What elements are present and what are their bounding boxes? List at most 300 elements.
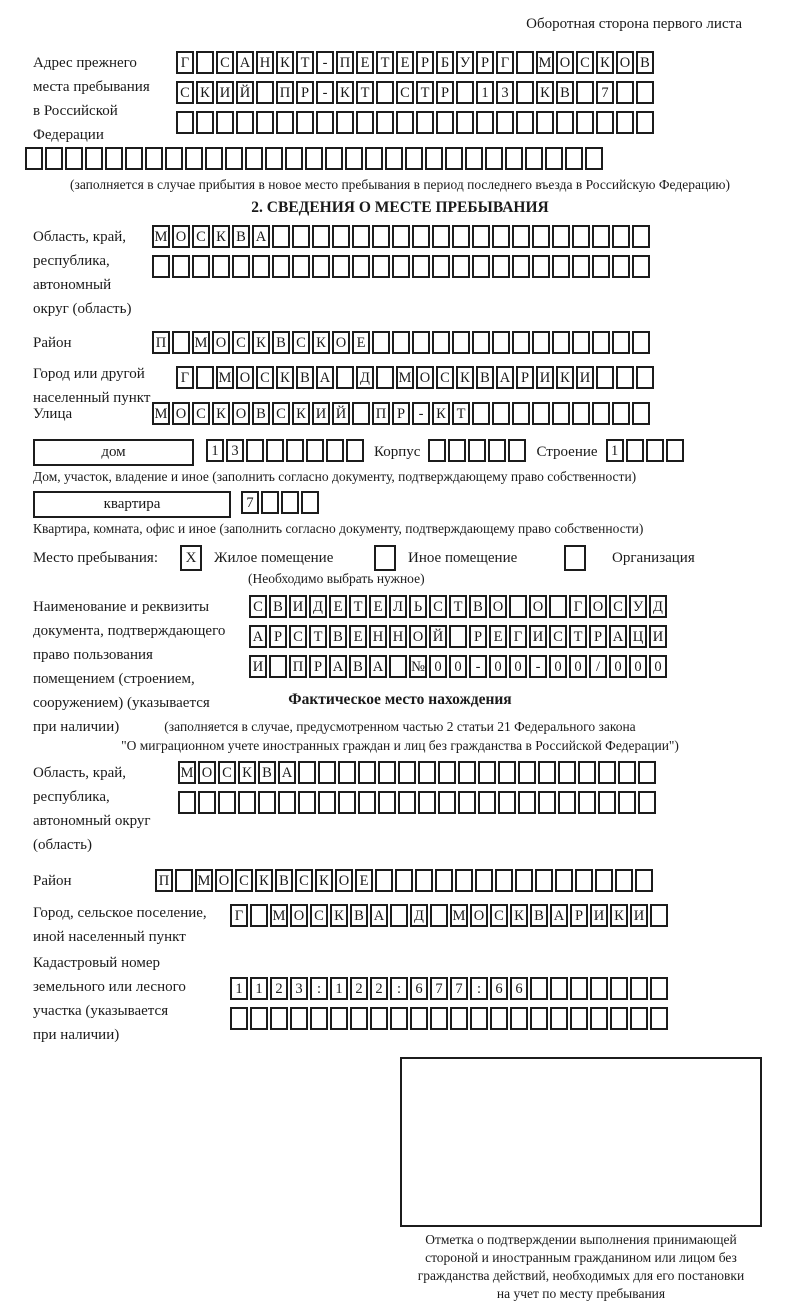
char-cell: В: [530, 904, 548, 927]
char-cell: М: [396, 366, 414, 389]
char-cell: [612, 402, 630, 425]
char-cell: Й: [332, 402, 350, 425]
char-cell: [555, 869, 573, 892]
char-cell: [310, 1007, 328, 1030]
char-cell: А: [249, 625, 267, 648]
char-cell: С: [429, 595, 447, 618]
char-cell: М: [152, 402, 170, 425]
char-cell: Й: [236, 81, 254, 104]
char-cell: [552, 331, 570, 354]
char-cell: [558, 761, 576, 784]
char-cell: [375, 869, 393, 892]
char-cell: [578, 791, 596, 814]
char-cell: [281, 491, 299, 514]
char-cell: /: [589, 655, 607, 678]
char-cell: Т: [376, 51, 394, 74]
char-cell: М: [216, 366, 234, 389]
char-cell: К: [238, 761, 256, 784]
char-cell: [356, 111, 374, 134]
char-cell: [236, 111, 254, 134]
char-cell: О: [470, 904, 488, 927]
char-cell: [456, 81, 474, 104]
char-cell: [472, 331, 490, 354]
char-cell: 3: [496, 81, 514, 104]
char-cell: Д: [356, 366, 374, 389]
char-cell: 2: [370, 977, 388, 1000]
char-cell: С: [272, 402, 290, 425]
char-cell: [512, 402, 530, 425]
char-cell: [516, 81, 534, 104]
char-cell: [385, 147, 403, 170]
char-cell: [468, 439, 486, 462]
char-cell: [538, 761, 556, 784]
char-cell: С: [249, 595, 267, 618]
rayon-row: [152, 331, 652, 358]
char-cell: [270, 1007, 288, 1030]
char-cell: [276, 111, 294, 134]
char-cell: [376, 111, 394, 134]
char-cell: Р: [296, 81, 314, 104]
char-cell: [488, 439, 506, 462]
char-cell: [590, 977, 608, 1000]
char-cell: 3: [290, 977, 308, 1000]
fact-oblast-field: [33, 761, 800, 857]
char-cell: [410, 1007, 428, 1030]
char-cell: [590, 1007, 608, 1030]
char-cell: Р: [589, 625, 607, 648]
char-cell: [610, 977, 628, 1000]
char-cell: Е: [349, 625, 367, 648]
char-cell: [455, 869, 473, 892]
char-cell: О: [409, 625, 427, 648]
char-cell: И: [649, 625, 667, 648]
char-cell: [498, 791, 516, 814]
char-cell: [530, 1007, 548, 1030]
char-cell: 0: [609, 655, 627, 678]
char-cell: К: [510, 904, 528, 927]
char-cell: [145, 147, 163, 170]
ulitsa-row: [152, 402, 652, 429]
char-cell: [635, 869, 653, 892]
char-cell: Р: [570, 904, 588, 927]
char-cell: [175, 869, 193, 892]
char-cell: В: [296, 366, 314, 389]
char-cell: В: [350, 904, 368, 927]
char-cell: 0: [629, 655, 647, 678]
char-cell: С: [295, 869, 313, 892]
char-cell: Б: [436, 51, 454, 74]
char-cell: А: [252, 225, 270, 248]
dom-number-row: [206, 439, 366, 466]
char-cell: А: [278, 761, 296, 784]
char-cell: [552, 225, 570, 248]
char-cell: [585, 147, 603, 170]
char-cell: Г: [569, 595, 587, 618]
char-cell: Д: [309, 595, 327, 618]
char-cell: [416, 111, 434, 134]
prev-address-row-3: [176, 111, 656, 138]
char-cell: [492, 225, 510, 248]
char-cell: Р: [416, 51, 434, 74]
char-cell: В: [269, 595, 287, 618]
char-cell: В: [272, 331, 290, 354]
char-cell: [395, 869, 413, 892]
char-cell: [316, 111, 334, 134]
char-cell: Г: [509, 625, 527, 648]
char-cell: П: [152, 331, 170, 354]
char-cell: А: [236, 51, 254, 74]
char-cell: [425, 147, 443, 170]
char-cell: [558, 791, 576, 814]
fact-oblast-row-1: [178, 761, 658, 788]
char-cell: [216, 111, 234, 134]
char-cell: И: [289, 595, 307, 618]
char-cell: И: [590, 904, 608, 927]
char-cell: [256, 111, 274, 134]
organizatsiya-label: Организация: [612, 549, 695, 566]
char-cell: Т: [452, 402, 470, 425]
char-cell: [592, 402, 610, 425]
char-cell: О: [556, 51, 574, 74]
char-cell: У: [629, 595, 647, 618]
char-cell: Л: [389, 595, 407, 618]
fact-oblast-label: Область, край, республика, автономный округ (область): [33, 765, 151, 853]
char-cell: К: [276, 366, 294, 389]
char-cell: [570, 1007, 588, 1030]
kvartira-row: [33, 491, 800, 521]
kadastr-row-1: [230, 977, 670, 1004]
char-cell: Р: [392, 402, 410, 425]
char-cell: [336, 111, 354, 134]
char-cell: :: [470, 977, 488, 1000]
char-cell: [212, 255, 230, 278]
char-cell: [549, 595, 567, 618]
char-cell: [365, 147, 383, 170]
char-cell: [65, 147, 83, 170]
char-cell: -: [316, 81, 334, 104]
char-cell: [532, 255, 550, 278]
char-cell: [478, 761, 496, 784]
char-cell: 3: [226, 439, 244, 462]
char-cell: [612, 331, 630, 354]
char-cell: [636, 111, 654, 134]
char-cell: А: [370, 904, 388, 927]
char-cell: П: [289, 655, 307, 678]
char-cell: О: [236, 366, 254, 389]
document-row-2: [249, 625, 669, 652]
char-cell: [616, 81, 634, 104]
char-cell: [432, 225, 450, 248]
char-cell: [612, 225, 630, 248]
char-cell: [418, 761, 436, 784]
char-cell: [616, 366, 634, 389]
char-cell: С: [490, 904, 508, 927]
char-cell: [485, 147, 503, 170]
char-cell: [448, 439, 466, 462]
char-cell: Й: [429, 625, 447, 648]
char-cell: [552, 402, 570, 425]
char-cell: С: [232, 331, 250, 354]
char-cell: [238, 791, 256, 814]
char-cell: Ь: [409, 595, 427, 618]
char-cell: В: [258, 761, 276, 784]
stroenie-label: Строение: [536, 444, 598, 460]
char-cell: [298, 791, 316, 814]
char-cell: [185, 147, 203, 170]
char-cell: [412, 225, 430, 248]
char-cell: [492, 255, 510, 278]
char-cell: [292, 225, 310, 248]
char-cell: К: [212, 225, 230, 248]
char-cell: [510, 1007, 528, 1030]
char-cell: С: [218, 761, 236, 784]
char-cell: В: [469, 595, 487, 618]
char-cell: [472, 225, 490, 248]
char-cell: [278, 791, 296, 814]
char-cell: [438, 761, 456, 784]
char-cell: [636, 366, 654, 389]
char-cell: О: [529, 595, 547, 618]
char-cell: Е: [355, 869, 373, 892]
char-cell: [458, 761, 476, 784]
char-cell: [218, 791, 236, 814]
char-cell: С: [609, 595, 627, 618]
char-cell: [232, 255, 250, 278]
char-cell: М: [178, 761, 196, 784]
char-cell: [632, 225, 650, 248]
kadastr-row-2: [230, 1007, 670, 1034]
char-cell: О: [332, 331, 350, 354]
char-cell: О: [232, 402, 250, 425]
oblast-field: [33, 225, 800, 321]
char-cell: [318, 791, 336, 814]
char-cell: У: [456, 51, 474, 74]
char-cell: [372, 331, 390, 354]
char-cell: 2: [350, 977, 368, 1000]
char-cell: С: [216, 51, 234, 74]
char-cell: Е: [356, 51, 374, 74]
char-cell: [538, 791, 556, 814]
char-cell: [456, 111, 474, 134]
char-cell: [550, 977, 568, 1000]
char-cell: [516, 51, 534, 74]
mesto-row: [33, 545, 800, 571]
mesto-label: Место пребывания:: [33, 549, 158, 566]
char-cell: [372, 225, 390, 248]
char-cell: [632, 331, 650, 354]
rayon-field: [33, 331, 800, 361]
char-cell: В: [556, 81, 574, 104]
char-cell: [172, 331, 190, 354]
char-cell: М: [450, 904, 468, 927]
char-cell: Д: [410, 904, 428, 927]
char-cell: [638, 761, 656, 784]
char-cell: [266, 439, 284, 462]
char-cell: [378, 761, 396, 784]
char-cell: [392, 331, 410, 354]
char-cell: [338, 761, 356, 784]
char-cell: [412, 255, 430, 278]
char-cell: [225, 147, 243, 170]
char-cell: [332, 255, 350, 278]
char-cell: [636, 81, 654, 104]
char-cell: [336, 366, 354, 389]
char-cell: [125, 147, 143, 170]
kvartira-number-row: [241, 491, 321, 518]
dom-label-box: дом: [33, 439, 194, 466]
document-row-1: [249, 595, 669, 622]
document-row-3: [249, 655, 669, 682]
char-cell: [352, 225, 370, 248]
char-cell: Т: [416, 81, 434, 104]
char-cell: [598, 791, 616, 814]
char-cell: [545, 147, 563, 170]
char-cell: И: [576, 366, 594, 389]
char-cell: О: [489, 595, 507, 618]
char-cell: К: [212, 402, 230, 425]
char-cell: [576, 81, 594, 104]
char-cell: [532, 331, 550, 354]
ulitsa-label: Улица: [33, 406, 73, 422]
char-cell: [405, 147, 423, 170]
char-cell: [301, 491, 319, 514]
char-cell: [470, 1007, 488, 1030]
char-cell: :: [310, 977, 328, 1000]
gorod-row: [176, 366, 656, 393]
char-cell: К: [252, 331, 270, 354]
char-cell: [570, 977, 588, 1000]
char-cell: [346, 439, 364, 462]
char-cell: [318, 761, 336, 784]
stroenie-row: [606, 439, 686, 466]
char-cell: [596, 366, 614, 389]
char-cell: [85, 147, 103, 170]
char-cell: В: [636, 51, 654, 74]
char-cell: [292, 255, 310, 278]
char-cell: А: [496, 366, 514, 389]
prev-address-block: [33, 51, 800, 147]
char-cell: Г: [230, 904, 248, 927]
char-cell: [45, 147, 63, 170]
char-cell: [572, 255, 590, 278]
char-cell: 1: [476, 81, 494, 104]
char-cell: [358, 761, 376, 784]
char-cell: 7: [430, 977, 448, 1000]
char-cell: В: [349, 655, 367, 678]
prev-address-label: Адрес прежнего места пребывания в Российской Федерации: [33, 55, 150, 143]
char-cell: [596, 111, 614, 134]
prev-address-note: (заполняется в случае прибытия в новое место пребывания в период последнего въезда в Российскую Федерацию): [69, 177, 731, 192]
char-cell: [392, 255, 410, 278]
char-cell: [508, 439, 526, 462]
char-cell: [352, 402, 370, 425]
korpus-label: Корпус: [374, 444, 421, 460]
char-cell: [530, 977, 548, 1000]
char-cell: [518, 761, 536, 784]
char-cell: [630, 1007, 648, 1030]
char-cell: А: [329, 655, 347, 678]
char-cell: [509, 595, 527, 618]
char-cell: [536, 111, 554, 134]
char-cell: [230, 1007, 248, 1030]
char-cell: Р: [516, 366, 534, 389]
char-cell: И: [249, 655, 267, 678]
char-cell: Д: [649, 595, 667, 618]
char-cell: [472, 255, 490, 278]
char-cell: [535, 869, 553, 892]
char-cell: Е: [352, 331, 370, 354]
char-cell: [430, 1007, 448, 1030]
char-cell: [165, 147, 183, 170]
char-cell: [398, 791, 416, 814]
char-cell: П: [155, 869, 173, 892]
fact-gorod-label: Город, сельское поселение, иной населенный пункт: [33, 905, 207, 945]
char-cell: [196, 111, 214, 134]
fact-gorod-field: [33, 901, 800, 949]
char-cell: [269, 655, 287, 678]
char-cell: [250, 1007, 268, 1030]
checkbox-inoe: [374, 545, 396, 571]
char-cell: К: [196, 81, 214, 104]
char-cell: О: [616, 51, 634, 74]
char-cell: [615, 869, 633, 892]
char-cell: П: [372, 402, 390, 425]
prev-address-grids: [176, 51, 656, 141]
char-cell: [272, 255, 290, 278]
char-cell: [498, 761, 516, 784]
char-cell: М: [195, 869, 213, 892]
char-cell: [176, 111, 194, 134]
char-cell: О: [212, 331, 230, 354]
char-cell: [532, 225, 550, 248]
char-cell: [495, 869, 513, 892]
char-cell: [595, 869, 613, 892]
char-cell: 6: [510, 977, 528, 1000]
fact-rayon-label: Район: [33, 873, 72, 889]
char-cell: [592, 255, 610, 278]
char-cell: К: [312, 331, 330, 354]
char-cell: [630, 977, 648, 1000]
char-cell: И: [312, 402, 330, 425]
char-cell: 6: [410, 977, 428, 1000]
char-cell: 7: [450, 977, 468, 1000]
char-cell: М: [536, 51, 554, 74]
dom-note: Дом, участок, владение и иное (заполнить согласно документу, подтверждающему право собственности): [33, 469, 637, 484]
char-cell: С: [436, 366, 454, 389]
char-cell: Е: [489, 625, 507, 648]
char-cell: [198, 791, 216, 814]
char-cell: Е: [329, 595, 347, 618]
gorod-label: Город или другой населенный пункт: [33, 366, 151, 406]
char-cell: 0: [649, 655, 667, 678]
char-cell: [532, 402, 550, 425]
char-cell: [518, 791, 536, 814]
char-cell: [516, 111, 534, 134]
char-cell: Р: [469, 625, 487, 648]
char-cell: С: [235, 869, 253, 892]
char-cell: [296, 111, 314, 134]
char-cell: И: [536, 366, 554, 389]
stamp-box: [400, 1057, 762, 1227]
char-cell: [105, 147, 123, 170]
char-cell: К: [255, 869, 273, 892]
char-cell: 7: [241, 491, 259, 514]
prev-address-row-1: [176, 51, 656, 78]
oblast-label: Область, край, республика, автономный округ (область): [33, 229, 132, 317]
char-cell: [515, 869, 533, 892]
char-cell: [505, 147, 523, 170]
char-cell: [525, 147, 543, 170]
